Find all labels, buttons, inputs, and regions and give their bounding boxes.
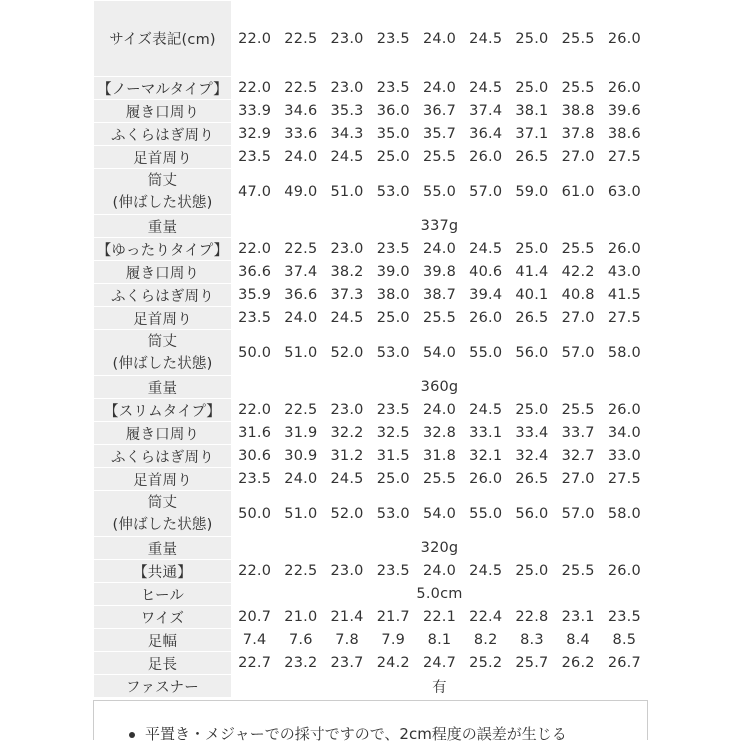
measure-cell: 41.5	[601, 284, 647, 307]
size-cell: 25.5	[555, 399, 601, 422]
measure-cell: 40.8	[555, 284, 601, 307]
measure-cell: 24.0	[278, 307, 324, 330]
size-cell: 25.5	[555, 77, 601, 100]
size-cell: 22.5	[278, 77, 324, 100]
measure-label: ふくらはぎ周り	[94, 123, 232, 146]
note-text: 平置き・メジャーでの採寸ですので、2cm程度の誤差が生じる	[145, 725, 567, 743]
measure-label: 足首周り	[94, 146, 232, 169]
measure-cell: 24.0	[278, 468, 324, 491]
measure-row	[94, 169, 648, 215]
measure-cell: 39.4	[463, 284, 509, 307]
measure-cell: 36.4	[463, 123, 509, 146]
measure-label-line1: 筒丈	[147, 494, 178, 511]
size-cell: 23.5	[370, 77, 416, 100]
measure-cell: 38.7	[416, 284, 462, 307]
measure-label-line1: 筒丈	[147, 333, 178, 350]
measure-cell: 38.8	[555, 100, 601, 123]
heel-label: ヒール	[94, 583, 232, 606]
measure-cell: 8.1	[416, 629, 462, 652]
measure-cell: 49.0	[278, 169, 324, 215]
measure-cell: 53.0	[370, 169, 416, 215]
measure-cell: 33.4	[509, 422, 555, 445]
measure-label-line2: (伸ばした状態)	[112, 194, 213, 211]
measure-label-line1: 筒丈	[147, 172, 178, 189]
measure-cell: 58.0	[601, 330, 647, 376]
measure-cell: 7.8	[324, 629, 370, 652]
measure-cell: 40.6	[463, 261, 509, 284]
measure-cell: 23.5	[232, 307, 278, 330]
measure-cell: 7.4	[232, 629, 278, 652]
measure-cell: 57.0	[555, 491, 601, 537]
measure-row	[94, 307, 648, 330]
header-row	[94, 1, 648, 77]
size-cell: 23.0	[324, 560, 370, 583]
size-header-cell: 24.0	[416, 1, 462, 77]
size-table	[93, 0, 648, 698]
fastener-row	[94, 675, 648, 698]
size-cell: 25.0	[509, 77, 555, 100]
measure-row	[94, 468, 648, 491]
measure-cell: 36.7	[416, 100, 462, 123]
weight-row	[94, 537, 648, 560]
notes-box	[93, 700, 648, 743]
measure-cell: 26.0	[463, 146, 509, 169]
measure-cell: 35.9	[232, 284, 278, 307]
measure-label: ワイズ	[94, 606, 232, 629]
measure-cell: 8.3	[509, 629, 555, 652]
measure-cell: 20.7	[232, 606, 278, 629]
measure-cell: 53.0	[370, 330, 416, 376]
measure-cell: 24.7	[416, 652, 462, 675]
size-cell: 23.5	[370, 399, 416, 422]
measure-row	[94, 629, 648, 652]
measure-cell: 54.0	[416, 491, 462, 537]
measure-cell: 26.5	[509, 307, 555, 330]
measure-cell: 52.0	[324, 491, 370, 537]
measure-cell: 32.5	[370, 422, 416, 445]
measure-cell: 25.0	[370, 146, 416, 169]
measure-cell: 24.5	[324, 307, 370, 330]
measure-cell: 52.0	[324, 330, 370, 376]
measure-cell: 31.2	[324, 445, 370, 468]
measure-cell: 8.2	[463, 629, 509, 652]
measure-row	[94, 652, 648, 675]
measure-cell: 56.0	[509, 491, 555, 537]
measure-cell: 27.5	[601, 468, 647, 491]
measure-cell: 27.5	[601, 307, 647, 330]
measure-cell: 24.0	[278, 146, 324, 169]
measure-cell: 31.6	[232, 422, 278, 445]
measure-cell: 32.2	[324, 422, 370, 445]
size-cell: 22.5	[278, 399, 324, 422]
size-cell: 24.5	[463, 399, 509, 422]
section-title-row	[94, 399, 648, 422]
measure-cell: 36.0	[370, 100, 416, 123]
measure-cell: 27.0	[555, 468, 601, 491]
measure-cell: 22.4	[463, 606, 509, 629]
measure-cell: 51.0	[278, 330, 324, 376]
size-cell: 23.0	[324, 399, 370, 422]
measure-label: 足首周り	[94, 307, 232, 330]
weight-value: 320g	[232, 537, 648, 560]
measure-cell: 24.5	[324, 146, 370, 169]
size-cell: 25.0	[509, 560, 555, 583]
measure-cell: 26.5	[509, 146, 555, 169]
measure-cell: 35.7	[416, 123, 462, 146]
weight-row	[94, 376, 648, 399]
section-title-row	[94, 238, 648, 261]
size-header-cell: 23.5	[370, 1, 416, 77]
measure-cell: 47.0	[232, 169, 278, 215]
measure-cell: 31.5	[370, 445, 416, 468]
size-chart	[93, 0, 648, 698]
measure-cell: 39.0	[370, 261, 416, 284]
measure-label: 足首周り	[94, 468, 232, 491]
measure-cell: 37.1	[509, 123, 555, 146]
size-cell: 26.0	[601, 560, 647, 583]
size-cell: 22.0	[232, 560, 278, 583]
measure-cell: 63.0	[601, 169, 647, 215]
measure-cell: 41.4	[509, 261, 555, 284]
measure-cell: 26.0	[463, 307, 509, 330]
measure-cell: 7.9	[370, 629, 416, 652]
measure-cell: 27.0	[555, 307, 601, 330]
measure-row	[94, 491, 648, 537]
measure-cell: 34.3	[324, 123, 370, 146]
size-cell: 26.0	[601, 399, 647, 422]
measure-cell: 37.8	[555, 123, 601, 146]
heel-row	[94, 583, 648, 606]
weight-label: 重量	[94, 537, 232, 560]
measure-cell: 50.0	[232, 330, 278, 376]
size-cell: 22.5	[278, 560, 324, 583]
measure-cell: 26.7	[601, 652, 647, 675]
measure-cell: 25.0	[370, 307, 416, 330]
measure-row	[94, 123, 648, 146]
measure-cell: 27.0	[555, 146, 601, 169]
size-cell: 24.5	[463, 77, 509, 100]
measure-row	[94, 100, 648, 123]
measure-cell: 57.0	[555, 330, 601, 376]
measure-cell: 30.6	[232, 445, 278, 468]
measure-cell: 23.2	[278, 652, 324, 675]
size-cell: 23.5	[370, 238, 416, 261]
size-cell: 24.0	[416, 399, 462, 422]
size-cell: 25.5	[555, 560, 601, 583]
measure-cell: 55.0	[463, 330, 509, 376]
fastener-value: 有	[232, 675, 648, 698]
measure-cell: 30.9	[278, 445, 324, 468]
measure-cell: 32.9	[232, 123, 278, 146]
measure-label: 履き口周り	[94, 100, 232, 123]
measure-cell: 54.0	[416, 330, 462, 376]
measure-cell: 38.2	[324, 261, 370, 284]
measure-cell: 33.6	[278, 123, 324, 146]
measure-cell: 37.4	[278, 261, 324, 284]
size-cell: 25.0	[509, 399, 555, 422]
size-cell: 24.0	[416, 77, 462, 100]
size-header-cell: 24.5	[463, 1, 509, 77]
header-label: サイズ表記(cm)	[94, 1, 232, 77]
measure-cell: 37.3	[324, 284, 370, 307]
section-title: 【スリムタイプ】	[94, 399, 232, 422]
size-header-cell: 25.5	[555, 1, 601, 77]
heel-value: 5.0cm	[232, 583, 648, 606]
measure-label-line2: (伸ばした状態)	[112, 355, 213, 372]
common-title: 【共通】	[94, 560, 232, 583]
measure-cell: 27.5	[601, 146, 647, 169]
measure-cell: 7.6	[278, 629, 324, 652]
measure-cell: 21.0	[278, 606, 324, 629]
weight-value: 360g	[232, 376, 648, 399]
size-cell: 24.5	[463, 238, 509, 261]
measure-cell: 61.0	[555, 169, 601, 215]
measure-label	[94, 330, 232, 376]
measure-cell: 24.5	[324, 468, 370, 491]
measure-cell: 37.4	[463, 100, 509, 123]
measure-cell: 38.1	[509, 100, 555, 123]
size-header-cell: 25.0	[509, 1, 555, 77]
measure-cell: 22.8	[509, 606, 555, 629]
measure-cell: 33.1	[463, 422, 509, 445]
measure-cell: 25.0	[370, 468, 416, 491]
measure-cell: 21.7	[370, 606, 416, 629]
measure-cell: 32.7	[555, 445, 601, 468]
measure-cell: 35.0	[370, 123, 416, 146]
measure-cell: 25.5	[416, 146, 462, 169]
size-cell: 24.5	[463, 560, 509, 583]
note-item	[129, 723, 567, 744]
size-cell: 26.0	[601, 238, 647, 261]
measure-label	[94, 491, 232, 537]
measure-cell: 39.6	[601, 100, 647, 123]
measure-cell: 23.5	[232, 146, 278, 169]
measure-cell: 36.6	[278, 284, 324, 307]
section-title-row	[94, 77, 648, 100]
weight-label: 重量	[94, 215, 232, 238]
size-header-cell: 22.5	[278, 1, 324, 77]
measure-label: 履き口周り	[94, 261, 232, 284]
measure-cell: 33.9	[232, 100, 278, 123]
measure-cell: 22.7	[232, 652, 278, 675]
measure-label: ふくらはぎ周り	[94, 284, 232, 307]
measure-cell: 38.6	[601, 123, 647, 146]
measure-cell: 55.0	[463, 491, 509, 537]
measure-label: 足幅	[94, 629, 232, 652]
measure-cell: 40.1	[509, 284, 555, 307]
bullet-icon	[129, 732, 135, 738]
measure-cell: 43.0	[601, 261, 647, 284]
size-cell: 23.0	[324, 77, 370, 100]
measure-cell: 42.2	[555, 261, 601, 284]
size-cell: 22.5	[278, 238, 324, 261]
measure-cell: 8.5	[601, 629, 647, 652]
measure-cell: 34.0	[601, 422, 647, 445]
measure-row	[94, 284, 648, 307]
measure-cell: 34.6	[278, 100, 324, 123]
fastener-label: ファスナー	[94, 675, 232, 698]
measure-cell: 31.9	[278, 422, 324, 445]
measure-cell: 32.8	[416, 422, 462, 445]
size-cell: 23.5	[370, 560, 416, 583]
measure-cell: 24.2	[370, 652, 416, 675]
measure-cell: 25.2	[463, 652, 509, 675]
measure-row	[94, 146, 648, 169]
measure-cell: 25.5	[416, 468, 462, 491]
size-cell: 25.0	[509, 238, 555, 261]
measure-row	[94, 330, 648, 376]
measure-cell: 23.5	[232, 468, 278, 491]
size-cell: 22.0	[232, 399, 278, 422]
weight-row	[94, 215, 648, 238]
measure-cell: 56.0	[509, 330, 555, 376]
measure-cell: 55.0	[416, 169, 462, 215]
measure-cell: 39.8	[416, 261, 462, 284]
measure-cell: 23.5	[601, 606, 647, 629]
size-cell: 22.0	[232, 77, 278, 100]
measure-label: 履き口周り	[94, 422, 232, 445]
measure-cell: 57.0	[463, 169, 509, 215]
measure-cell: 33.7	[555, 422, 601, 445]
section-title: 【ゆったりタイプ】	[94, 238, 232, 261]
measure-cell: 22.1	[416, 606, 462, 629]
measure-cell: 36.6	[232, 261, 278, 284]
size-cell: 25.5	[555, 238, 601, 261]
measure-label-line2: (伸ばした状態)	[112, 516, 213, 533]
measure-cell: 25.7	[509, 652, 555, 675]
common-title-row	[94, 560, 648, 583]
measure-cell: 26.5	[509, 468, 555, 491]
measure-cell: 23.1	[555, 606, 601, 629]
measure-cell: 38.0	[370, 284, 416, 307]
measure-cell: 51.0	[324, 169, 370, 215]
measure-cell: 58.0	[601, 491, 647, 537]
measure-row	[94, 422, 648, 445]
measure-row	[94, 445, 648, 468]
measure-cell: 50.0	[232, 491, 278, 537]
size-cell: 24.0	[416, 238, 462, 261]
size-cell: 24.0	[416, 560, 462, 583]
measure-cell: 33.0	[601, 445, 647, 468]
measure-cell: 59.0	[509, 169, 555, 215]
measure-cell: 26.0	[463, 468, 509, 491]
measure-cell: 53.0	[370, 491, 416, 537]
size-header-cell: 26.0	[601, 1, 647, 77]
measure-cell: 21.4	[324, 606, 370, 629]
measure-cell: 8.4	[555, 629, 601, 652]
size-cell: 23.0	[324, 238, 370, 261]
section-title: 【ノーマルタイプ】	[94, 77, 232, 100]
measure-row	[94, 606, 648, 629]
measure-cell: 32.4	[509, 445, 555, 468]
size-cell: 26.0	[601, 77, 647, 100]
weight-value: 337g	[232, 215, 648, 238]
measure-cell: 25.5	[416, 307, 462, 330]
measure-row	[94, 261, 648, 284]
measure-cell: 35.3	[324, 100, 370, 123]
measure-cell: 51.0	[278, 491, 324, 537]
measure-cell: 26.2	[555, 652, 601, 675]
weight-label: 重量	[94, 376, 232, 399]
measure-cell: 31.8	[416, 445, 462, 468]
measure-label: ふくらはぎ周り	[94, 445, 232, 468]
size-cell: 22.0	[232, 238, 278, 261]
measure-label: 足長	[94, 652, 232, 675]
size-header-cell: 22.0	[232, 1, 278, 77]
measure-cell: 23.7	[324, 652, 370, 675]
size-header-cell: 23.0	[324, 1, 370, 77]
measure-cell: 32.1	[463, 445, 509, 468]
measure-label	[94, 169, 232, 215]
